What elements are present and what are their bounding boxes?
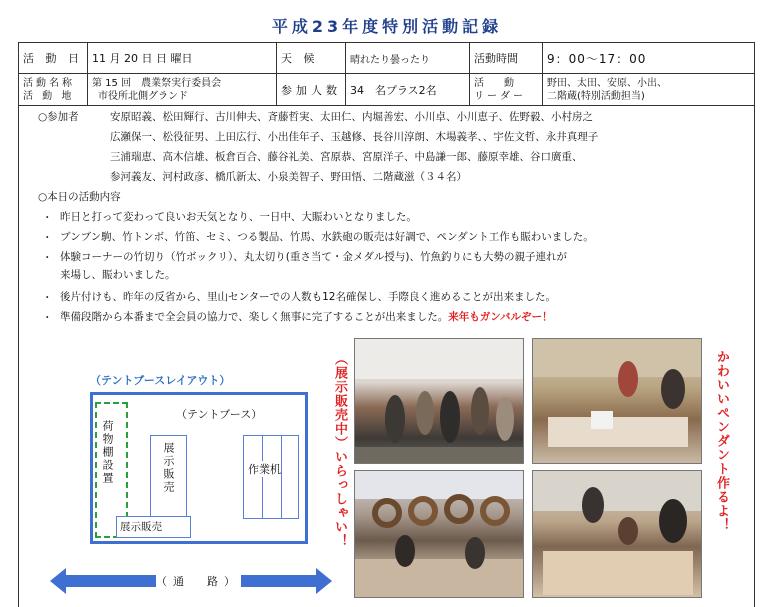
walkway-label: （通 路） <box>156 575 241 588</box>
name-label: 活動名称 <box>23 77 75 89</box>
place-label: 活 動 地 <box>23 90 75 102</box>
time-value: 9：00〜17：00 <box>543 43 755 74</box>
photo-crafting-image <box>533 471 702 598</box>
participants-line: 三浦瑞恵、高木信雄、板倉百合、藤谷礼美、宮原恭、宮原洋子、中島謙一郎、藤原幸雄、谷口廣重、 <box>110 151 583 163</box>
leader-value <box>543 74 755 106</box>
bullet-dot: ・ <box>42 252 53 264</box>
leader-value-1: 野田、太田、安原、小出、 <box>547 77 667 89</box>
photo-wreath-display-image <box>355 471 524 598</box>
participants-line: 広瀬保一、松役征男、上田広行、小出佳年子、玉越修、長谷川淳朗、木場義孝、、宇佐文哲、永井真理子 <box>110 131 599 143</box>
photo-crowd-image <box>355 339 524 464</box>
activity-item: 体験コーナーの竹切り（竹ボックリ）、丸太切り(重さ当て・金メダル授与)、竹魚釣りにも大勢の親子連れが <box>60 251 567 263</box>
activity-item: 後片付けも、昨年の反省から、里山センターでの人数も12名確保し、手際良く進めることが出来ました。 <box>60 291 556 303</box>
activity-item: 昨日と打って変わって良いお天気となり、一日中、大賑わいとなりました。 <box>60 211 417 223</box>
activity-item <box>60 310 553 324</box>
event-photo <box>354 338 524 464</box>
header-table <box>18 42 755 106</box>
caption-right: かわいいペンダント作るよ！ <box>714 350 729 532</box>
display-sale-label-vertical: 展示販売 <box>162 442 175 494</box>
display-sale-label-horizontal: 展示販売 <box>120 521 162 533</box>
activity-heading: ○本日の活動内容 <box>38 191 121 203</box>
participants-line: 安原昭義、松田輝行、古川伸夫、斉藤哲実、太田仁、内堀善宏、小川卓、小川恵子、佐野毅、小村房之 <box>110 111 593 123</box>
weather-label: 天 候 <box>277 43 346 74</box>
bullet-dot: ・ <box>42 232 53 244</box>
leader-label-2: リーダー <box>474 90 526 102</box>
bullet-dot: ・ <box>42 312 53 324</box>
participants-heading: ○参加者 <box>38 111 79 123</box>
count-label: 参加人数 <box>277 74 346 106</box>
activity-item: ブンブン駒、竹トンボ、竹笛、セミ、つる製品、竹馬、水鉄砲の販売は好調で、ペンダント工作も賑わいました。 <box>60 231 594 243</box>
name-place-label <box>19 74 88 106</box>
participants-line: 参河義友、河村政彦、橋爪新太、小泉美智子、野田悟、二階蔵滋（３４名） <box>110 171 467 183</box>
leader-label-1: 活 動 <box>474 77 514 89</box>
bullet-dot: ・ <box>42 212 53 224</box>
storage-shelf-label: 荷物棚設置 <box>101 420 114 485</box>
bullet-dot: ・ <box>42 292 53 304</box>
closing-slogan: 来年もガンバルぞー！ <box>448 311 553 323</box>
date-label: 活 動 日 <box>19 43 88 74</box>
work-desk-label: 作業机 <box>248 463 281 476</box>
page-title: 平成23年度特別活動記録 <box>271 17 503 36</box>
name-value: 第 15 回 農業祭実行委員会 <box>92 77 222 89</box>
caption-left: （展示販売中）いらっしゃい！ <box>332 352 347 548</box>
leader-value-2: 二階蔵(特別活動担当) <box>547 90 645 102</box>
layout-title: （テントブースレイアウト） <box>90 374 231 387</box>
desk-divider <box>281 435 282 519</box>
place-value: 市役所北側グランド <box>98 90 188 102</box>
activity-item-text: 準備段階から本番まで全会員の協力で、楽しく無事に完了することが出来ました。 <box>60 311 449 323</box>
weather-value: 晴れたり曇ったり <box>346 43 470 74</box>
desk-divider <box>262 435 263 519</box>
work-desk-area <box>243 435 299 519</box>
leader-label <box>470 74 543 106</box>
count-value: 34 名プラス2名 <box>346 74 470 106</box>
tent-booth-label: （テントブース） <box>176 408 263 421</box>
date-value: 11 月 20 日 日 曜日 <box>88 43 277 74</box>
event-photo <box>532 338 702 464</box>
activity-item-continued: 来場し、賑わいました。 <box>60 269 176 281</box>
time-label: 活動時間 <box>470 43 543 74</box>
name-place-value <box>88 74 277 106</box>
photo-workshop-image <box>533 339 702 464</box>
event-photo <box>354 470 524 598</box>
event-photo <box>532 470 702 598</box>
